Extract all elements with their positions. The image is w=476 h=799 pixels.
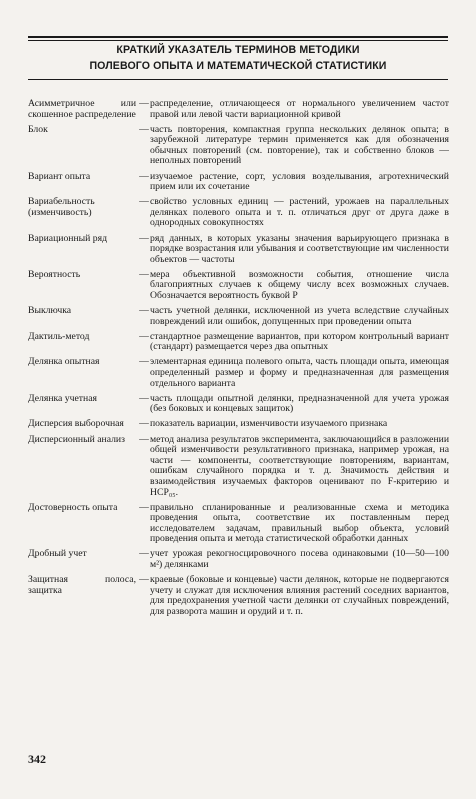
glossary-term: Асимметричное или скошенное распределение <box>28 98 136 120</box>
glossary-definition: часть повторения, компактная группа нескольких делянок опыта; в зарубежной литературе термин применяется как для обозначения обычных повторений (см. повторение), так и собственно блоков — неполных повторений <box>150 123 449 167</box>
glossary-entry <box>28 197 449 229</box>
glossary-term: Защитная полоса, защитка <box>28 574 136 596</box>
glossary-entry <box>28 270 449 302</box>
glossary-entry <box>28 435 449 499</box>
glossary-definition: мера объективной возможности события, отношение числа благоприятных случаев к общему числу всех возможных случаев. Обозначается вероятность буквой P <box>150 268 449 301</box>
glossary-dash: — <box>139 268 149 280</box>
glossary-definition: распределение, отличающееся от нормального увеличением частот правой или левой части вариационной кривой <box>150 98 449 120</box>
glossary-definition: правильно спланированные и реализованные схема и методика проведения опыта, соответствие их поставленным перед исследователем задачам, правильный выбор объекта, условий проведения опыта и метода статистической обработки данных <box>150 501 449 545</box>
glossary-entry <box>28 306 449 327</box>
glossary-entry <box>28 357 449 389</box>
glossary-entry <box>28 419 449 430</box>
glossary-definition: учет урожая рекогносцировочного посева одинаковыми (10—50—100 м²) делянками <box>150 548 449 571</box>
glossary-term: Делянка опытная <box>28 356 100 368</box>
glossary-term: Вероятность <box>28 268 81 280</box>
section-title-line-2: ПОЛЕВОГО ОПЫТА И МАТЕМАТИЧЕСКОЙ СТАТИСТИКИ <box>89 60 387 72</box>
glossary-dash: — <box>139 232 149 244</box>
glossary-entry <box>28 332 449 353</box>
section-title-line-1: КРАТКИЙ УКАЗАТЕЛЬ ТЕРМИНОВ МЕТОДИКИ <box>116 44 360 56</box>
glossary-dash: — <box>139 98 149 109</box>
glossary-entry <box>28 575 449 617</box>
page-number: 342 <box>28 752 46 766</box>
glossary-term: Дактиль-метод <box>28 330 90 342</box>
glossary-term: Дробный учет <box>28 548 87 560</box>
glossary-definition: часть учетной делянки, исключенной из учета вследствие случайных повреждений или ошибок, допущенных при проведении опыта <box>150 305 449 327</box>
glossary-definition: свойство условных единиц — растений, урожаев на параллельных делянках полевого опыта и т. п. отличаться друг от друга даже в однородных совокупностях <box>150 196 449 229</box>
glossary-definition: элементарная единица полевого опыта, часть площади опыта, имеющая определенный размер и форму и предназначенная для размещения отдельного варианта <box>150 356 449 389</box>
glossary-term: Делянка учетная <box>28 392 97 404</box>
glossary-definition: метод анализа результатов эксперимента, заключающийся в разложении общей изменчивости результативного признака, например урожая, на части — компоненты, соответствующие повторениям, вариантам, ошибкам случайного порядка и т. д. Значимость действия и взаимодействия изучаемых факторов оценивают по F-критерию и НСР₀₅. <box>150 433 449 498</box>
glossary-definition: показатель вариации, изменчивости изучаемого признака <box>150 418 388 430</box>
glossary-entry <box>28 99 449 120</box>
glossary-dash: — <box>139 574 149 586</box>
glossary-dash: — <box>139 356 149 368</box>
glossary-term: Блок <box>28 123 48 135</box>
glossary-dash: — <box>139 392 149 404</box>
glossary-dash: — <box>139 433 149 445</box>
glossary-definition: краевые (боковые и концевые) части делянок, которые не подвергаются учету и служат для исключения влияния растений соседних вариантов, для предохранения учетной части делянки от случайных повреждений, для разворота машин и орудий и т. п. <box>150 574 449 617</box>
glossary-term: Вариабельность (изменчивость) <box>28 196 95 218</box>
glossary-dash: — <box>139 123 149 135</box>
section-title <box>28 42 448 74</box>
glossary-dash: — <box>139 501 149 513</box>
glossary-dash: — <box>139 548 149 560</box>
glossary-term: Достоверность опыта <box>28 501 118 513</box>
glossary-definition: ряд данных, в которых указаны значения варьирующего признака в порядке возрастания или убывания и соответствующие им численности объектов — частоты <box>150 232 449 265</box>
glossary-definition: стандартное размещение вариантов, при котором контрольный вариант (стандарт) размещается через два опытных <box>150 330 449 353</box>
header-rule-thin <box>28 40 448 41</box>
glossary-definition: часть площади опытной делянки, предназначенной для учета урожая (без боковых и концевых защиток) <box>150 392 449 415</box>
glossary-entry <box>28 125 449 167</box>
glossary-list <box>28 99 449 622</box>
glossary-dash: — <box>139 418 149 430</box>
glossary-term: Дисперсия выборочная <box>28 418 124 430</box>
glossary-term: Выключка <box>28 305 72 317</box>
glossary-dash: — <box>139 196 149 208</box>
glossary-entry <box>28 503 449 545</box>
glossary-term: Дисперсионный анализ <box>28 433 125 445</box>
header-rule-bottom <box>28 79 448 80</box>
glossary-term: Вариант опыта <box>28 170 91 182</box>
glossary-definition: изучаемое растение, сорт, условия возделывания, агротехнический прием или их сочетание <box>150 170 449 193</box>
glossary-term: Вариационный ряд <box>28 232 108 244</box>
glossary-entry <box>28 549 449 570</box>
glossary-dash: — <box>139 170 149 182</box>
header-rule-thick <box>28 36 448 38</box>
glossary-entry <box>28 394 449 415</box>
glossary-entry <box>28 234 449 266</box>
glossary-entry <box>28 172 449 193</box>
glossary-dash: — <box>139 305 149 317</box>
glossary-dash: — <box>139 330 149 342</box>
